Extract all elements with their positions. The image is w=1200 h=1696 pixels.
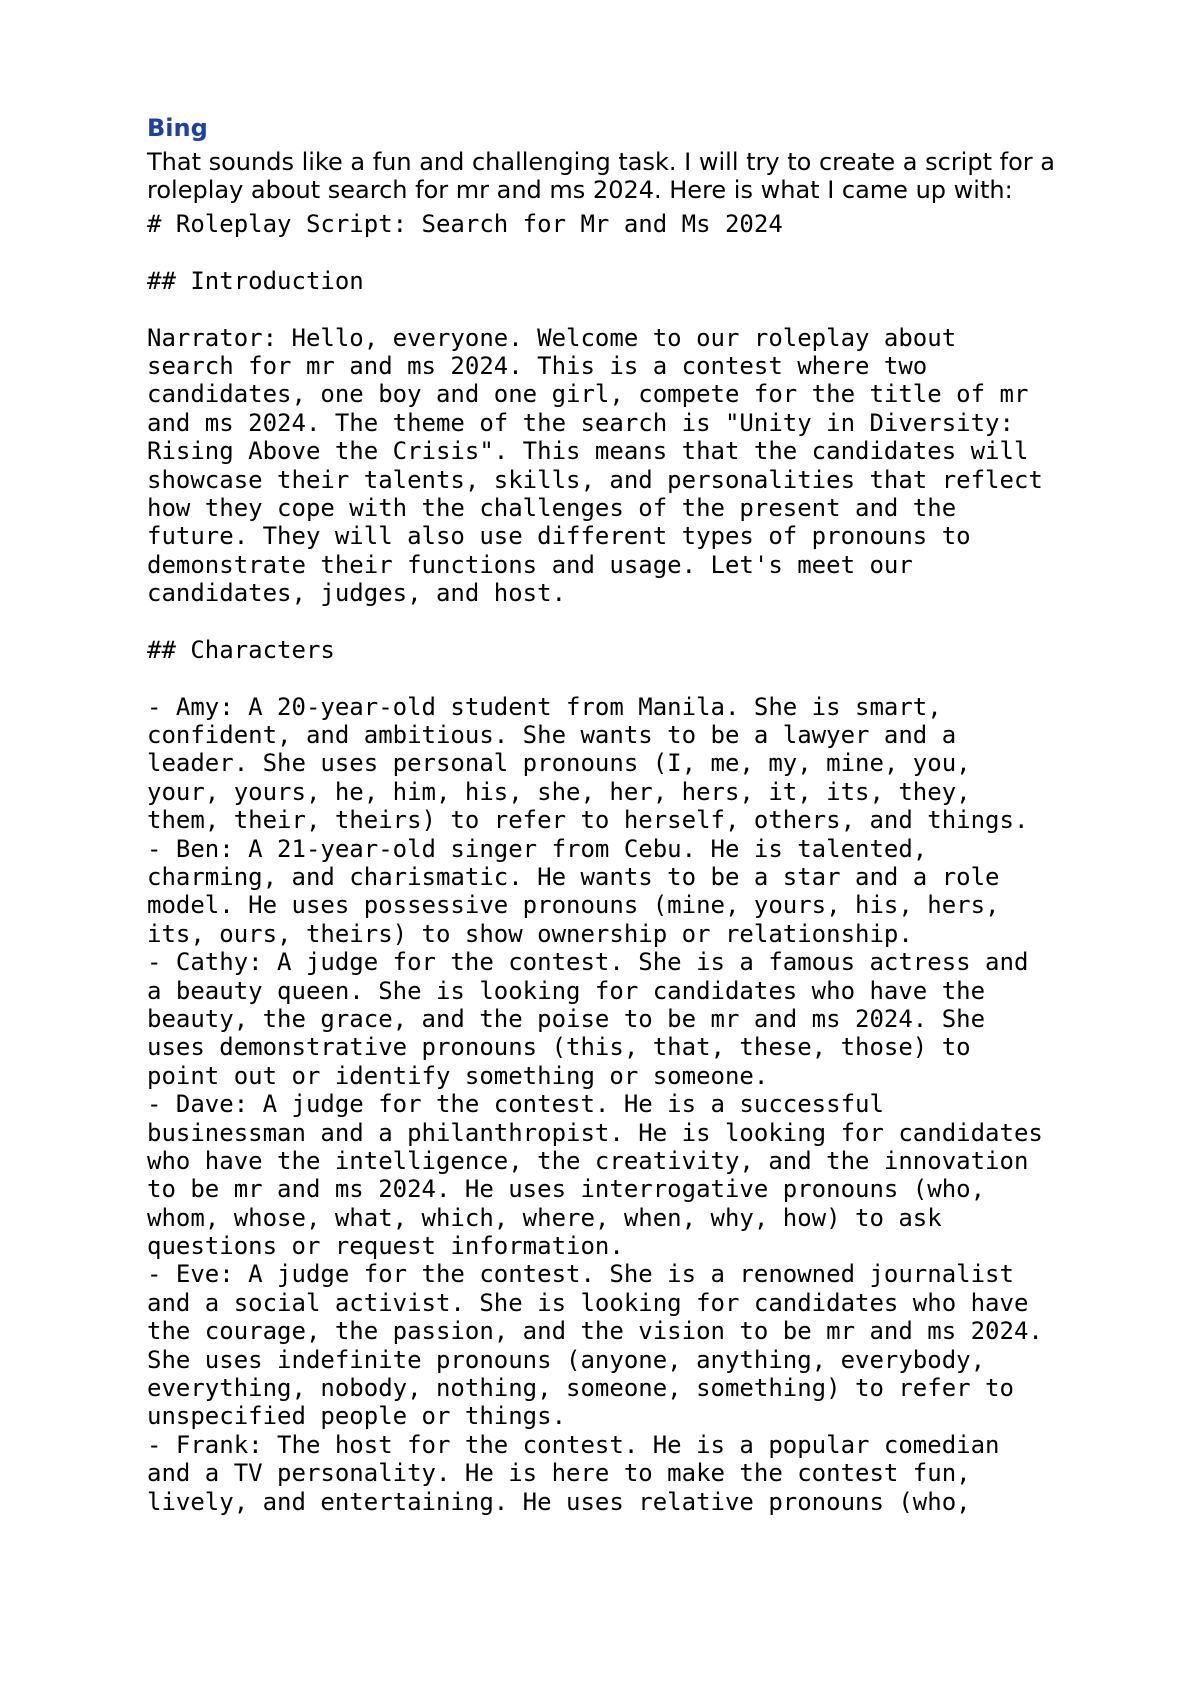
script-line: and a social activist. She is looking for candidates who have [147,1288,1029,1317]
script-line: its, ours, theirs) to show ownership or relationship. [147,919,913,948]
script-line: your, yours, he, him, his, she, her, hers, it, its, they, [147,777,971,806]
script-line: future. They will also use different types of pronouns to [147,522,971,551]
script-line: search for mr and ms 2024. This is a contest where two [147,351,928,380]
speaker-name: Bing [147,114,208,142]
script-line: lively, and entertaining. He uses relative pronouns (who, [147,1487,971,1516]
script-line: candidates, one boy and one girl, compete for the title of mr [147,380,1029,409]
script-line [147,607,1067,635]
script-line: a beauty queen. She is looking for candidates who have the [147,976,986,1005]
script-line: the courage, the passion, and the vision to be mr and ms 2024. [147,1317,1043,1346]
script-line: questions or request information. [147,1232,624,1261]
script-line [147,664,1067,692]
script-line: ## Introduction [147,266,364,295]
script-line: leader. She uses personal pronouns (I, me, my, mine, you, [147,749,971,778]
script-line: demonstrate their functions and usage. Let's meet our [147,550,913,579]
script-line: showcase their talents, skills, and personalities that reflect [147,465,1043,494]
script-line: whom, whose, what, which, where, when, why, how) to ask [147,1203,942,1232]
script-line: - Ben: A 21-year-old singer from Cebu. He is talented, [147,834,928,863]
script-line: businessman and a philanthropist. He is looking for candidates [147,1118,1043,1147]
script-line: and ms 2024. The theme of the search is "Unity in Diversity: [147,408,1014,437]
script-line: to be mr and ms 2024. He uses interrogative pronouns (who, [147,1175,986,1204]
script-line: uses demonstrative pronouns (this, that, these, those) to [147,1033,971,1062]
script-line: unspecified people or things. [147,1402,567,1431]
script-line: Rising Above the Crisis". This means that the candidates will [147,437,1029,466]
script-line: them, their, theirs) to refer to herself, others, and things. [147,806,1029,835]
script-line [147,295,1067,323]
script-line: and a TV personality. He is here to make the contest fun, [147,1459,971,1488]
script-line: - Cathy: A judge for the contest. She is a famous actress and [147,948,1029,977]
script-block [147,210,1067,1516]
script-line: who have the intelligence, the creativity, and the innovation [147,1146,1029,1175]
intro-paragraph: That sounds like a fun and challenging task. I will try to create a script for a roleplay about search for mr and ms 2024. Here is what I came up with: [147,148,1055,204]
script-line: charming, and charismatic. He wants to be a star and a role [147,862,1000,891]
script-line: Narrator: Hello, everyone. Welcome to our roleplay about [147,323,957,352]
script-line: candidates, judges, and host. [147,579,567,608]
script-line: everything, nobody, nothing, someone, something) to refer to [147,1374,1014,1403]
script-line: ## Characters [147,635,335,664]
script-line [147,238,1067,266]
document-page [147,112,1067,1516]
script-line: model. He uses possessive pronouns (mine, yours, his, hers, [147,891,1000,920]
script-line: - Dave: A judge for the contest. He is a successful [147,1090,884,1119]
script-line: - Frank: The host for the contest. He is a popular comedian [147,1430,1000,1459]
script-line: - Amy: A 20-year-old student from Manila. She is smart, [147,692,942,721]
script-line: - Eve: A judge for the contest. She is a renowned journalist [147,1260,1014,1289]
script-line: how they cope with the challenges of the present and the [147,493,957,522]
script-line: confident, and ambitious. She wants to be a lawyer and a [147,721,957,750]
script-line: # Roleplay Script: Search for Mr and Ms 2024 [147,210,783,238]
script-line: point out or identify something or someone. [147,1061,769,1090]
script-line: She uses indefinite pronouns (anyone, anything, everybody, [147,1345,986,1374]
script-line: beauty, the grace, and the poise to be mr and ms 2024. She [147,1004,986,1033]
